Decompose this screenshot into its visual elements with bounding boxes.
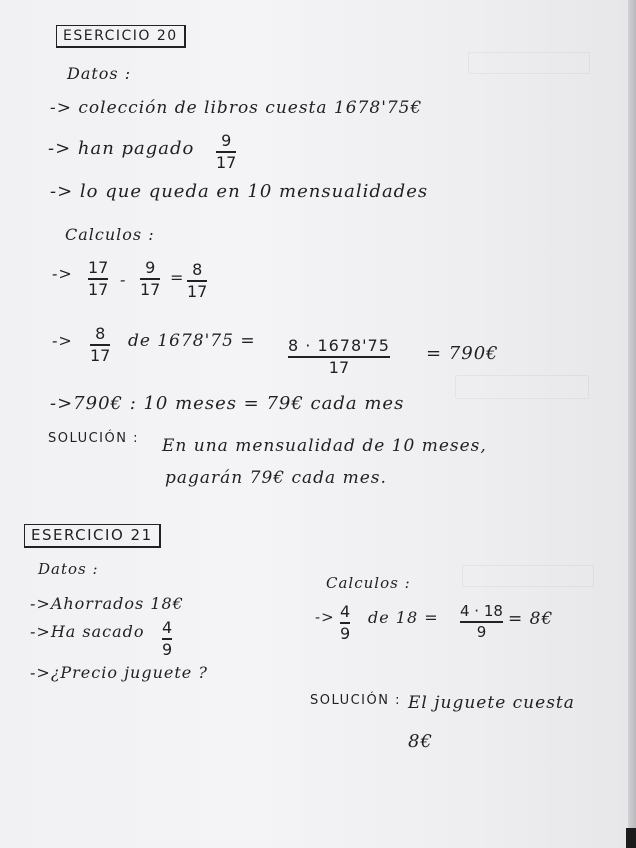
calc21-product-fraction: 4 · 18 9 [460,602,503,641]
calc2-fraction: 8 17 [90,324,111,365]
datos-line-paid: -> han pagado [48,138,195,159]
datos21-line-saved: ->Ahorrados 18€ [30,594,184,613]
calc2-text: de 1678'75 = [128,331,256,351]
table-corner [626,828,636,848]
fraction-paid: 9 17 [216,131,237,172]
ghost-mark [468,52,590,74]
solucion-21-line2: 8€ [408,731,433,752]
calc2-result: = 790€ [426,343,499,364]
calc2-arrow: -> [52,331,73,350]
exercise-20-title: ESERCICIO 20 [56,25,186,48]
datos-line-cost: -> colección de libros cuesta 1678'75€ [50,98,423,118]
calc21-text: de 18 = [368,608,439,627]
ghost-mark [462,565,594,587]
datos-label-20: Datos : [67,64,132,83]
calc1-equals: = [170,268,185,287]
calc1-arrow: -> [52,264,73,283]
solucion-21-line1: El juguete cuesta [408,693,575,713]
calc1-fraction-result: 8 17 [187,260,208,301]
solucion-20-line1: En una mensualidad de 10 meses, [162,436,487,456]
solucion-20-line2: pagarán 79€ cada mes. [165,468,387,488]
calc21-fraction: 4 9 [340,602,351,643]
calc1-fraction-a: 17 17 [88,258,109,299]
calc3-line: ->790€ : 10 meses = 79€ cada mes [50,393,405,414]
calc21-result: = 8€ [508,609,554,629]
datos21-line-question: ->¿Precio juguete ? [30,663,208,682]
page-edge-shadow [628,0,636,848]
calc1-minus: - [120,270,127,289]
datos21-line-taken: ->Ha sacado [30,622,145,641]
fraction-taken: 4 9 [162,618,173,659]
solucion-label-21: SOLUCIÓN : [310,693,401,708]
exercise-21-title: ESERCICIO 21 [24,524,161,548]
solucion-label-20: SOLUCIÓN : [48,431,139,446]
calculos-label-20: Calculos : [65,225,155,244]
calc21-arrow: -> [315,608,335,626]
calculos-label-21: Calculos : [326,574,411,592]
datos-label-21: Datos : [38,560,99,578]
calc1-fraction-b: 9 17 [140,258,161,299]
datos-line-remaining: -> lo que queda en 10 mensualidades [50,181,429,202]
ghost-mark [455,375,589,399]
calc2-product-fraction: 8 · 1678'75 17 [288,336,390,377]
